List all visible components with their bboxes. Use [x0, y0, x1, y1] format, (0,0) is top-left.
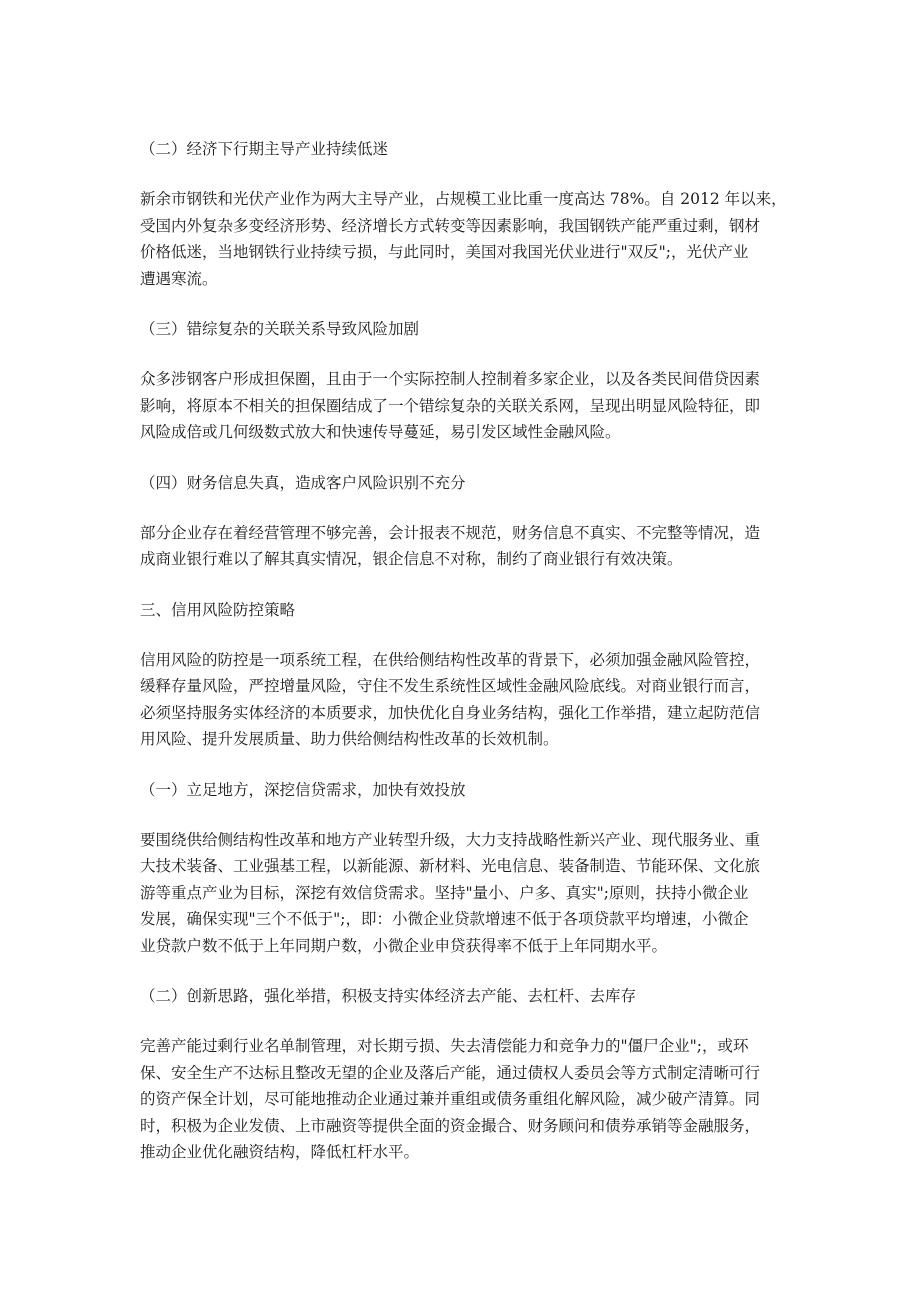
document-page [140, 136, 790, 1190]
section-heading: （二）经济下行期主导产业持续低迷 [140, 140, 389, 158]
paragraph-line: 受国内外复杂多变经济形势、经济增长方式转变等因素影响，我国钢铁产能严重过剩，钢材 [140, 216, 761, 235]
paragraph-line: 众多涉钢客户形成担保圈，且由于一个实际控制人控制着多家企业，以及各类民间借贷因素 [140, 370, 761, 388]
paragraph-line: 大技术装备、工业强基工程，以新能源、新材料、光电信息、装备制造、节能环保、文化旅 [140, 857, 761, 875]
paragraph-line: 影响，将原本不相关的担保圈结成了一个错综复杂的关联关系网，呈现出明显风险特征，即 [140, 396, 761, 415]
section-heading: （四）财务信息失真，造成客户风险识别不充分 [140, 473, 466, 492]
body-paragraph [140, 520, 790, 573]
paragraph-line: 必须坚持服务实体经济的本质要求，加快优化自身业务结构，强化工作举措，建立起防范信 [140, 703, 761, 722]
paragraph-line: 业贷款户数不低于上年同期户数，小微企业申贷获得率不低于上年同期水平。 [140, 936, 668, 955]
paragraph-line: 保、安全生产不达标且整改无望的企业及落后产能，通过债权人委员会等方式制定清晰可行 [140, 1063, 761, 1082]
paragraph-line: 价格低迷，当地钢铁行业持续亏损，与此同时，美国对我国光伏业进行"双反";，光伏产业 [140, 243, 749, 261]
paragraph-line: 风险成倍或几何级数式放大和快速传导蔓延，易引发区域性金融风险。 [140, 423, 621, 441]
paragraph-line: 时，积极为企业发债、上市融资等提供全面的资金撮合、财务顾问和债券承销等金融服务， [140, 1116, 761, 1135]
body-paragraph [140, 647, 790, 753]
body-paragraph [140, 827, 790, 960]
section-heading: （一）立足地方，深挖信贷需求，加快有效投放 [140, 780, 466, 799]
paragraph-line: 游等重点产业为目标，深挖有效信贷需求。坚持"量小、户多、真实";原则，扶持小微企业 [140, 883, 749, 902]
section-heading: （三）错综复杂的关联关系导致风险加剧 [140, 320, 420, 338]
paragraph-line: 新余市钢铁和光伏产业作为两大主导产业，占规模工业比重一度高达 78%。自 2012 年以来， [140, 190, 787, 208]
body-paragraph [140, 186, 790, 292]
paragraph-line: 完善产能过剩行业名单制管理，对长期亏损、失去清偿能力和竞争力的"僵尸企业";，或环 [140, 1037, 749, 1055]
body-paragraph [140, 366, 790, 446]
paragraph-line: 发展，确保实现"三个不低于";，即：小微企业贷款增速不低于各项贷款平均增速，小微企 [140, 910, 749, 928]
paragraph-line: 成商业银行难以了解其真实情况，银企信息不对称，制约了商业银行有效决策。 [140, 550, 683, 568]
paragraph-line: 的资产保全计划，尽可能地推动企业通过兼并重组或债务重组化解风险，减少破产清算。同 [140, 1090, 761, 1108]
paragraph-line: 缓释存量风险，严控增量风险，守住不发生系统性区域性金融风险底线。对商业银行而言， [140, 677, 761, 695]
section-heading: （二）创新思路，强化举措，积极支持实体经济去产能、去杠杆、去库存 [140, 987, 637, 1005]
paragraph-line: 用风险、提升发展质量、助力供给侧结构性改革的长效机制。 [140, 730, 559, 748]
paragraph-line: 推动企业优化融资结构，降低杠杆水平。 [140, 1143, 420, 1161]
paragraph-line: 遭遇寒流。 [140, 269, 218, 288]
section-heading: 三、信用风险防控策略 [140, 600, 296, 619]
paragraph-line: 信用风险的防控是一项系统工程，在供给侧结构性改革的背景下，必须加强金融风险管控， [140, 650, 761, 669]
paragraph-line: 部分企业存在着经营管理不够完善，会计报表不规范，财务信息不真实、不完整等情况，造 [140, 523, 761, 542]
paragraph-line: 要围绕供给侧结构性改革和地方产业转型升级，大力支持战略性新兴产业、现代服务业、重 [140, 830, 761, 849]
body-paragraph [140, 1033, 790, 1166]
